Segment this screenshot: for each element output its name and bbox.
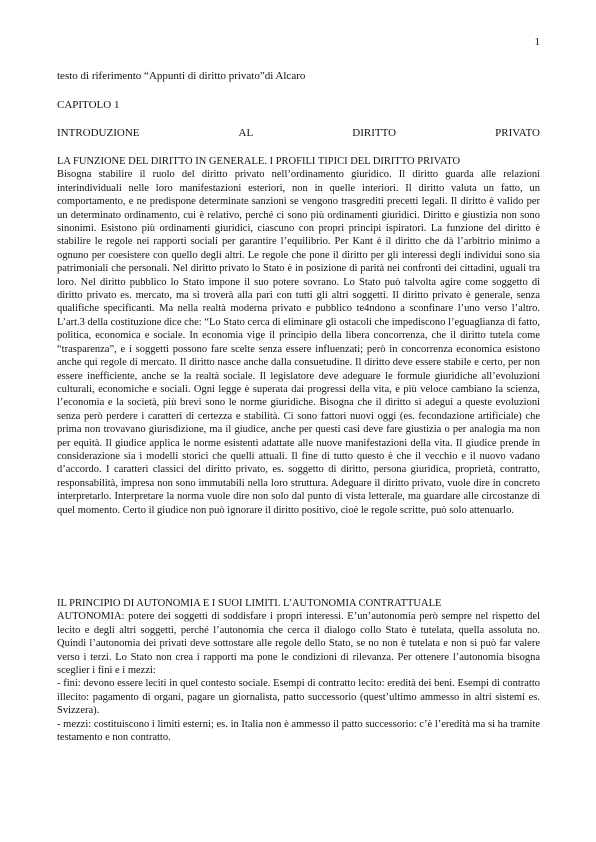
section-heading: IL PRINCIPIO DI AUTONOMIA E I SUOI LIMITI. L’AUTONOMIA CONTRATTUALE <box>57 598 442 609</box>
chapter-title <box>57 127 540 140</box>
section-heading: LA FUNZIONE DEL DIRITTO IN GENERALE. I PROFILI TIPICI DEL DIRITTO PRIVATO <box>57 156 461 167</box>
list-item-fini: - fini: devono essere leciti in quel contesto sociale. Esempi di contratto lecito: eredità dei beni. Esempi di contratto illecito: pagamento di organi, pagare un giornalista, patto successorio (quest’ultimo ammesso in altri sistemi es. Svizzera). <box>57 678 540 717</box>
chapter-label: CAPITOLO 1 <box>57 99 120 111</box>
page-number: 1 <box>534 36 540 48</box>
chapter-title-word: DIRITTO <box>352 127 397 139</box>
section-autonomy <box>57 597 540 744</box>
list-item-mezzi: - mezzi: costituiscono i limiti esterni; es. in Italia non è ammesso il patto successorio: c’è l’eredità ma si ha tramite testamento e non contratto. <box>57 718 540 744</box>
section-function-of-law <box>57 155 540 517</box>
section-paragraph: AUTONOMIA: potere dei soggetti di soddisfare i propri interessi. E’un’autonomia però sempre nel rispetto del lecito e degli altri soggetti, perché l’autonomia che cerca il dialogo collo Stato è tutelata, quella assoluta no. Quindi l’autonomia dei privati deve sottostare alle regole dello Stato, se no non è tutelata e non si può far valere verso i terzi. Lo Stato non crea i rapporti ma pone le condizioni di rilevanza. Per ottenere l’autonomia bisogna sceglier i fini e i mezzi: <box>57 611 540 677</box>
chapter-title-word: INTRODUZIONE <box>57 127 140 139</box>
reference-text: testo di riferimento “Appunti di diritto privato”di Alcaro <box>57 70 306 82</box>
chapter-title-word: PRIVATO <box>495 127 540 139</box>
section-paragraph: Bisogna stabilire il ruolo del diritto privato nell’ordinamento giuridico. Il diritto guarda alle relazioni interindividuali nelle loro manifestazioni esteriori, non in quelle interiori. Il diritto valuta un fatto, un comportamento, e ne predispone determinate sanzioni se vengono trasgrediti precetti legali. Il diritto è valido per un determinato ordinamento, cui è relativo, perché ci sono più ordinamenti giuridici. Diritto e giustizia non sono sinonimi. Esistono più ordinamenti giuridici, ciascuno con propri principi ispiratori. La funzione del diritto è stabilire le regole nei rapporti sociali per garantire l’equilibrio. Per Kant è il diritto che dà l’arbitrio minimo a ognuno per coesistere con quello degli altri. Le regole che pone il diritto per gli interessi degli individui sono sia patrimoniali che personali. Nel diritto privato lo Stato è in posizione di parità nei confronti dei cittadini, uguali tra loro. Nel diritto pubblico lo Stato impone il suo potere sovrano. Lo Stato può talvolta agire come soggetto di diritto privato es. mercato, ma si troverà alla pari con tutti gli altri soggetti. Il diritto privato è generale, senza qualifiche specificanti. Ma nella realtà moderna privato e pubblico te4ndono a sconfinare l’uno verso l’altro. L’art.3 della costituzione dice che: “Lo Stato cerca di eliminare gli ostacoli che impediscono l’eguaglianza di fatto, politica, economica e sociale. In economia vige il principio della libera concorrenza, che il diritto tutela come “trasparenza”, e i soggetti possono fare scelte senza essere influenzati; però in concorrenza economica esistono anche qui regole di mercato. Il diritto nasce anche dalla consuetudine. Il diritto deve essere stabile e certo, per non essere inefficiente, anche se la realtà sociale. Il legislatore deve adeguare le formule giuridiche all’evoluzioni culturali, economiche e sociali. Ogni legge è superata dai progressi della vita, e più veloce cambiano la scienza, l’economia e la società, più brevi sono le norme giuridiche. Bisogna che il diritto si adegui a queste evoluzioni senza però perdere i caratteri di certezza e stabilità. Ci sono fattori nuovi oggi (es. fecondazione artificiale) che prima non trovavano giurisdizione, ma il giudice, anche per questi casi deve fare giustizia o per analogia ma non per equità. Il giudice applica le norme esistenti adattate alle nuove manifestazioni della vita. Il giudice prende in considerazione sia i modelli storici che quelli attuali. Il fine di tutto questo è che il vecchio e il nuovo vadano d’accordo. I caratteri classici del diritto privato, es. soggetto di diritto, persona giuridica, proprietà, contratto, responsabilità, impresa non sono immutabili nella loro struttura. Adeguare il diritto privato, vuole dire in concreto interpretarlo. Interpretare la norma vuole dire non solo dal punto di vista letterale, ma guardare alle circostanze di quel momento. Certo il giudice non può ignorare il diritto positivo, cioè le regole scritte, può solo attenuarlo. <box>57 169 540 516</box>
chapter-title-word: AL <box>238 127 254 139</box>
